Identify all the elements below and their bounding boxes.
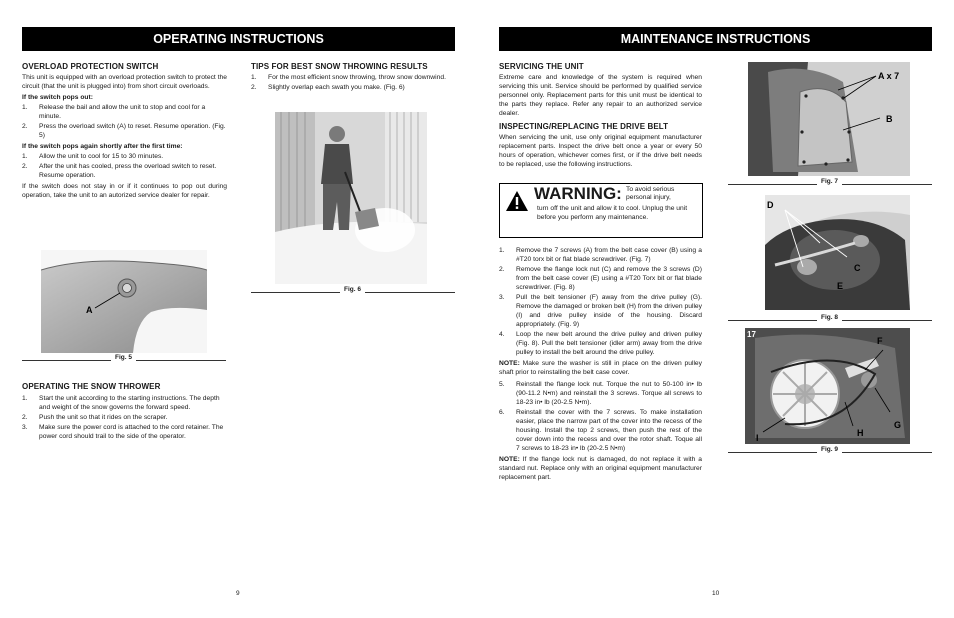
step-num: 2. — [499, 266, 505, 273]
step-num: 2. — [22, 414, 28, 421]
list-item — [499, 330, 702, 357]
step-text: Start the unit according to the starting instructions. The depth and weight of the snow governs the forward speed. — [39, 395, 220, 411]
fig7-callout-b: B — [886, 114, 893, 124]
step-text: After the unit has cooled, press the overload switch to reset. Resume operation. — [39, 163, 217, 179]
servicing-text: Extreme care and knowledge of the system is required when servicing this unit. Service should be performed by qualified service personnel only. Replacement parts for this unit must be identical to the parts they replace. Refer any repair to an authorized service dealer. — [499, 74, 702, 117]
page-number-left: 9 — [236, 590, 240, 597]
tips-steps — [251, 73, 455, 92]
step-text: Loop the new belt around the drive pulley and driven pulley (Fig. 8). Pull the belt tensioner (idler arm) away from the drive pulley to install the belt around the drive pulley. — [516, 331, 702, 356]
page-number-right: 10 — [712, 590, 720, 597]
fig9-callout-g: G — [894, 420, 902, 430]
inspecting-heading: INSPECTING/REPLACING THE DRIVE BELT — [499, 122, 669, 131]
fig8-photo — [765, 195, 910, 310]
overload-section — [22, 62, 227, 200]
warning-line1: To avoid serious — [626, 186, 675, 193]
note2-text: If the flange lock nut is damaged, do not replace it with a standard nut. Replace only with an original equipment manufacturer replacement part. — [499, 456, 702, 481]
maintenance-steps-b — [499, 380, 702, 453]
step-num: 4. — [499, 331, 505, 338]
list-item — [22, 103, 227, 121]
note1 — [499, 359, 702, 377]
list-item — [22, 122, 227, 140]
step-text: Push the unit so that it rides on the scraper. — [39, 414, 168, 421]
fig6-label: Fig. 6 — [340, 286, 365, 293]
fig7-callout-a: A x 7 — [878, 71, 900, 81]
list-item — [22, 394, 227, 412]
list-item — [22, 152, 227, 161]
step-text: Make sure the power cord is attached to the cord retainer. The power cord should trail to the side of the operator. — [39, 424, 224, 440]
step-text: Remove the 7 screws (A) from the belt case cover (B) using a #T20 torx bit or flat blade screwdriver. (Fig. 7) — [516, 247, 702, 263]
maintenance-steps — [499, 246, 702, 357]
fig9-label: Fig. 9 — [817, 446, 842, 453]
step-text: Slightly overlap each swath you make. (Fig. 6) — [268, 84, 405, 91]
list-item — [499, 246, 702, 264]
fig9-callout-f: F — [877, 336, 883, 346]
fig9-corner-mark: 17 — [747, 330, 756, 339]
step-text: Allow the unit to cool for 15 to 30 minutes. — [39, 153, 164, 160]
fig6-illustration — [275, 112, 427, 284]
step-text: Pull the belt tensioner (F) away from the drive pulley (G). Remove the damaged or broken belt (H) from the driven pulley (I) and drive pulley inside of the housing. Discard appropriately. (Fig. 9) — [516, 294, 702, 328]
operating-instructions-banner — [22, 27, 455, 51]
step-num: 2. — [251, 84, 257, 91]
maintenance-steps-column — [499, 246, 702, 482]
note2 — [499, 455, 702, 482]
fig9-callout-i: I — [756, 433, 759, 443]
step-num: 3. — [499, 294, 505, 301]
inspecting-text: When servicing the unit, use only original equipment manufacturer replacement parts. Inspect the drive belt once a year or every 50 hours of operation, whichever comes first, or if the drive belt needs to be replaced, use the following instructions. — [499, 134, 702, 168]
snow-thrower-section — [22, 382, 227, 442]
overload-steps1 — [22, 103, 227, 140]
overload-sub1: If the switch pops out: — [22, 94, 93, 101]
tips-heading: TIPS FOR BEST SNOW THROWING RESULTS — [251, 62, 428, 71]
step-text: Reinstall the flange lock nut. Torque the nut to 50-100 in• lb (90-11.2 N•m) and reinstall the 3 screws. Torque all screws to 18-23 in• lb (20-2.5 N•m). — [516, 381, 702, 406]
snow-thrower-heading: OPERATING THE SNOW THROWER — [22, 382, 161, 391]
step-num: 1. — [499, 247, 505, 254]
fig5-illustration — [41, 250, 207, 353]
overload-closing: If the switch does not stay in or if it continues to pop out during operation, take the unit to an autorized service dealer for repair. — [22, 183, 227, 199]
step-text: For the most efficient snow throwing, throw snow downwind. — [268, 74, 446, 81]
fig5-label: Fig. 5 — [111, 354, 136, 361]
fig8-label: Fig. 8 — [817, 314, 842, 321]
maintenance-text-column — [499, 62, 702, 169]
warning-title: WARNING: — [534, 184, 622, 203]
step-num: 1. — [251, 74, 257, 81]
step-num: 1. — [22, 395, 28, 402]
step-num: 6. — [499, 409, 505, 416]
list-item — [22, 162, 227, 180]
snow-thrower-steps — [22, 394, 227, 441]
step-text: Reinstall the cover with the 7 screws. To make installation easier, place the narrow part of the cover into the recess of the housing. Install the top 2 screws, then push the rest of the cover down into the recess and over the rotor shaft. Toque all 7 screws to 18-23 in• lb (20-2.5 N•m) — [516, 409, 702, 452]
note2-label: NOTE: — [499, 456, 520, 463]
overload-sub2: If the switch pops again shortly after the first time: — [22, 143, 183, 150]
fig5-callout-a: A — [86, 305, 93, 315]
list-item — [251, 73, 455, 82]
warning-box — [499, 183, 703, 238]
fig9-photo — [745, 328, 910, 444]
step-text: Remove the flange lock nut (C) and remove the 3 screws (D) from the belt case cover (E) using a #T20 Torx bit or flat blade screwdriver. (Fig. 8) — [516, 266, 702, 291]
step-num: 3. — [22, 424, 28, 431]
banner-title: OPERATING INSTRUCTIONS — [153, 32, 324, 46]
banner-title: MAINTENANCE INSTRUCTIONS — [620, 32, 811, 46]
overload-steps2 — [22, 152, 227, 180]
warning-triangle-icon — [505, 190, 529, 212]
list-item — [499, 408, 702, 453]
step-num: 1. — [22, 104, 28, 111]
warning-text: turn off the unit and allow it to cool. Unplug the unit before you perform any maintenance. — [537, 205, 688, 221]
list-item — [22, 413, 227, 422]
step-num: 2. — [22, 123, 28, 130]
step-text: Release the bail and allow the unit to stop and cool for a minute. — [39, 104, 206, 120]
fig8-callout-c: C — [854, 263, 861, 273]
step-num: 1. — [22, 153, 28, 160]
tips-section — [251, 62, 455, 93]
list-item — [499, 380, 702, 407]
fig5-photo — [41, 250, 207, 353]
fig9-callout-h: H — [857, 428, 864, 438]
step-text: Press the overload switch (A) to reset. Resume operation. (Fig. 5) — [39, 123, 226, 139]
list-item — [22, 423, 227, 441]
fig8-illustration — [765, 195, 910, 310]
fig8-callout-d: D — [767, 200, 774, 210]
list-item — [499, 293, 702, 329]
fig9-illustration — [745, 328, 910, 444]
fig8-callout-e: E — [837, 281, 844, 291]
overload-intro: This unit is equipped with an overload protection switch to protect the circuit (that the unit is plugged into) from short circuit overloads. — [22, 74, 227, 90]
step-num: 5. — [499, 381, 505, 388]
maintenance-instructions-banner — [499, 27, 932, 51]
note1-text: Make sure the washer is still in place on the driven pulley shaft prior to reinstalling the belt case cover. — [499, 360, 702, 376]
list-item — [499, 265, 702, 292]
step-num: 2. — [22, 163, 28, 170]
warning-line2: personal injury, — [626, 194, 671, 201]
list-item — [251, 83, 455, 92]
servicing-heading: SERVICING THE UNIT — [499, 62, 584, 71]
fig6-photo — [275, 112, 427, 284]
fig7-label: Fig. 7 — [817, 178, 842, 185]
overload-heading: OVERLOAD PROTECTION SWITCH — [22, 62, 159, 71]
note1-label: NOTE: — [499, 360, 520, 367]
